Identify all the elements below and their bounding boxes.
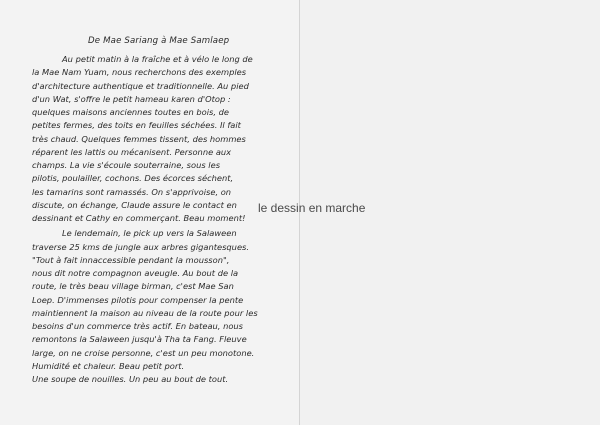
left-page — [0, 0, 299, 425]
text-line: pilotis, poulailler, cochons. Des écorces séchent, — [32, 173, 234, 184]
text-line: traverse 25 kms de jungle aux arbres gigantesques. — [32, 241, 250, 252]
text-line: la Mae Nam Yuam, nous recherchons des exemples — [32, 67, 247, 78]
text-line: d'architecture authentique et traditionnelle. Au pied — [32, 80, 249, 91]
text-line: route, le très beau village birman, c'est Mae San — [32, 281, 234, 292]
text-line: large, on ne croise personne, c'est un peu monotone. — [32, 347, 255, 358]
text-line: réparent les lattis ou mécanisent. Personne aux — [32, 146, 232, 157]
text-line: Loep. D'immenses pilotis pour compenser la pente — [32, 294, 244, 305]
text-line: besoins d'un commerce très actif. En bateau, nous — [32, 321, 243, 331]
text-line: discute, on échange, Claude assure le contact en — [32, 199, 237, 210]
text-line: maintiennent la maison au niveau de la route pour les — [32, 307, 258, 318]
text-line: Le lendemain, le pick up vers la Salaween — [62, 228, 237, 239]
text-line: Au petit matin à la fraîche et à vélo le long de — [62, 54, 253, 64]
text-line: très chaud. Quelques femmes tissent, des hommes — [32, 133, 246, 144]
text-line: nous dit notre compagnon aveugle. Au bout de la — [32, 268, 239, 278]
text-line: Humidité et chaleur. Beau petit port. — [32, 360, 185, 371]
text-line: quelques maisons anciennes toutes en bois, de — [32, 107, 230, 117]
text-line: "Tout à fait innaccessible pendant la mousson", — [32, 254, 230, 265]
text-line: champs. La vie s'écoule souterraine, sous les — [32, 160, 221, 170]
text-line: les tamarins sont ramassés. On s'apprivoise, on — [32, 186, 232, 197]
text-line: Une soupe de nouilles. Un peu au bout de tout. — [32, 374, 229, 384]
text-line: dessinant et Cathy en commerçant. Beau moment! — [32, 213, 246, 223]
handwritten-text — [32, 53, 280, 386]
watermark-text: le dessin en marche — [258, 201, 366, 215]
text-line: petites fermes, des toits en feuilles séchées. Il fait — [32, 120, 241, 131]
text-line: d'un Wat, s'offre le petit hameau karen d'Otop : — [32, 93, 231, 104]
page-heading: De Mae Sariang à Mae Samlaep — [88, 36, 230, 46]
text-line: remontons la Salaween jusqu'à Tha ta Fang. Fleuve — [32, 334, 247, 345]
